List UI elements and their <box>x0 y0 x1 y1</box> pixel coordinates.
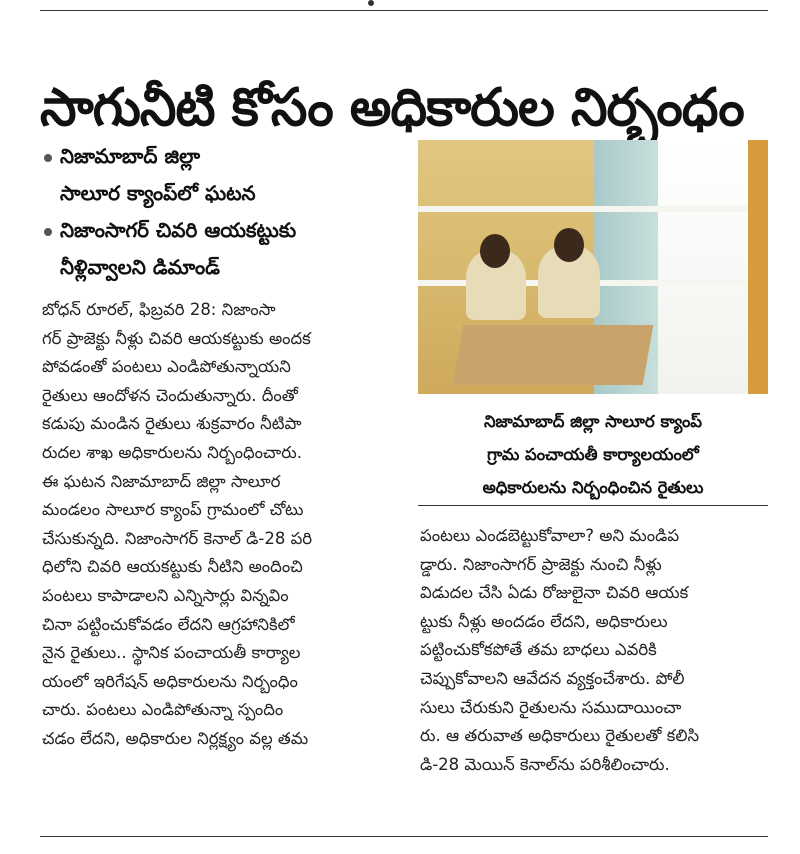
photo-caption <box>418 405 768 504</box>
subheadline-bullets <box>44 138 404 286</box>
body-line: పంటలు ఎండబెట్టుకోవాలా? అని మండిప <box>420 526 680 545</box>
body-line: బోధన్ రూరల్, ఫిబ్రవరి 28: నిజాంసా <box>42 300 276 319</box>
top-rule <box>40 10 768 11</box>
article-body-right-column <box>420 522 770 779</box>
body-line: మండలం సాలూర క్యాంప్ గ్రామంలో చోటు <box>42 500 304 520</box>
body-line: చడం లేదని, అధికారుల నిర్లక్ష్యం వల్ల తమ <box>42 728 309 748</box>
caption-rule <box>418 505 768 506</box>
body-line: చినా పట్టించుకోవడం లేదని ఆగ్రహానికిలో <box>42 614 295 634</box>
body-line: సులు చేరుకుని రైతులను సముదాయించా <box>420 697 682 717</box>
body-line: డి-28 మెయిన్ కెనాల్‌ను పరిశీలించారు. <box>420 754 670 774</box>
body-line: డ్డారు. నిజాంసాగర్ ప్రాజెక్టు నుంచి నీళ్లు <box>420 554 662 574</box>
bullet-text: నిజాంసాగర్ చివరి ఆయకట్టుకు <box>60 218 297 242</box>
top-ornament <box>368 0 374 6</box>
body-line: పట్టించుకోకపోతే తమ బాధలు ఎవరికి <box>420 640 657 660</box>
bullet-dot-icon <box>44 154 52 162</box>
body-line: విడుదల చేసి ఏడు రోజులైనా చివరి ఆయక <box>420 583 689 603</box>
body-line: ధిలోని చివరి ఆయకట్టుకు నీటిని అందించి <box>42 557 303 577</box>
article-headline: సాగునీటి కోసం అధికారుల నిర్బంధం <box>40 77 744 138</box>
photo-person-head <box>480 234 510 268</box>
body-line: పంటలు కాపాడాలని ఎన్నిసార్లు విన్నవిం <box>42 585 289 605</box>
bullet-point <box>44 138 404 212</box>
body-line: పోవడంతో పంటలు ఎండిపోతున్నాయని <box>42 357 291 377</box>
body-line: చారు. పంటలు ఎండిపోతున్నా స్పందిం <box>42 700 284 720</box>
photo-table <box>453 325 654 385</box>
body-line: ఈ ఘటన నిజామాబాద్ జిల్లా సాలూర <box>42 471 281 491</box>
body-line: నైన రైతులు.. స్థానిక పంచాయతీ కార్యాల <box>42 643 301 663</box>
caption-line: అధికారులను నిర్బంధించిన రైతులు <box>482 478 704 497</box>
caption-line: నిజామాబాద్ జిల్లా సాలూర క్యాంప్ <box>483 412 703 431</box>
body-line: చేసుకున్నది. నిజాంసాగర్ కెనాల్ డి-28 పరి <box>42 528 313 548</box>
body-line: ట్టుకు నీళ్లు అందడం లేదని, అధికారులు <box>420 611 668 631</box>
caption-line: గ్రామ పంచాయతీ కార్యాలయంలో <box>487 445 699 464</box>
bullet-text-continued: నీళ్లివ్వాలని డిమాండ్ <box>60 255 220 279</box>
body-line: రు. ఆ తరువాత అధికారులు రైతులతో కలిసి <box>420 726 700 746</box>
body-line: రైతులు ఆందోళన చెందుతున్నారు. దీంతో <box>42 385 298 405</box>
bottom-rule <box>40 836 768 837</box>
article-body-left-column <box>42 296 402 754</box>
photo-person-head <box>554 228 584 262</box>
bullet-text-continued: సాలూర క్యాంప్‌లో ఘటన <box>60 181 256 205</box>
bullet-point <box>44 212 404 286</box>
body-line: కడుపు మండిన రైతులు శుక్రవారం నీటిపా <box>42 414 302 434</box>
body-line: చెప్పుకోవాలని ఆవేదన వ్యక్తంచేశారు. పోలీ <box>420 668 685 688</box>
body-line: గర్ ప్రాజెక్టు నీళ్లు చివరి ఆయకట్టుకు అందక <box>42 328 311 348</box>
body-line: యంలో ఇరిగేషన్ అధికారులను నిర్బంధిం <box>42 671 298 691</box>
news-photo <box>418 140 768 394</box>
body-line: రుదల శాఖ అధికారులను నిర్బంధించారు. <box>42 442 302 462</box>
photo-edge <box>748 140 768 394</box>
bullet-dot-icon <box>44 228 52 236</box>
photo-window-rail <box>418 206 768 212</box>
bullet-text: నిజామాబాద్ జిల్లా <box>60 144 201 168</box>
